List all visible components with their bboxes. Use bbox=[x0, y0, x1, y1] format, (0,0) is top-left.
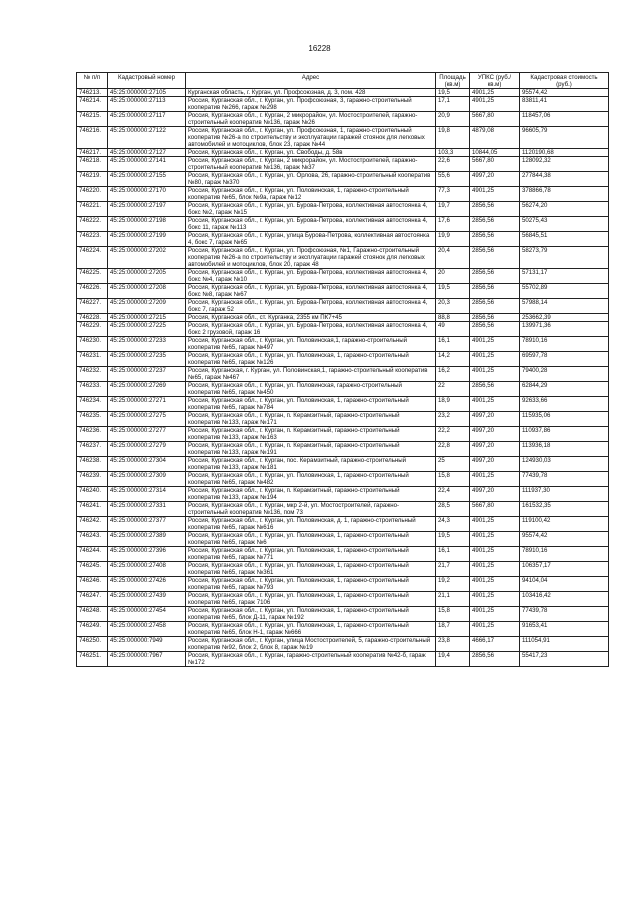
cadastral-number-cell: 45:25:000000:27389 bbox=[108, 532, 186, 547]
area-cell: 22,6 bbox=[436, 157, 470, 172]
upks-cell: 2856,56 bbox=[470, 314, 520, 322]
table-row bbox=[77, 367, 609, 382]
address-cell: Россия, Курганская обл., г. Курган, ул. Орлова, 26, гаражно-строительный кооператив №80, гараж №370 bbox=[186, 172, 436, 187]
area-cell: 49 bbox=[436, 322, 470, 337]
upks-cell: 2856,56 bbox=[470, 382, 520, 397]
table-row bbox=[77, 269, 609, 284]
table-row bbox=[77, 577, 609, 592]
cadastral-cost-cell: 95574,42 bbox=[520, 89, 609, 97]
row-number-cell: 746215. bbox=[77, 112, 108, 127]
row-number-cell: 746232. bbox=[77, 367, 108, 382]
upks-cell: 4997,20 bbox=[470, 442, 520, 457]
cadastral-cost-cell: 253662,39 bbox=[520, 314, 609, 322]
upks-cell: 4901,25 bbox=[470, 532, 520, 547]
cadastral-cost-cell: 161532,35 bbox=[520, 502, 609, 517]
table-row bbox=[77, 502, 609, 517]
area-cell: 23,8 bbox=[436, 637, 470, 652]
address-cell: Россия, Курганская обл., г. Курган, п. Керамзитный, гаражно-строительный кооператив №133, гараж №194 bbox=[186, 487, 436, 502]
address-cell: Россия, Курганская обл., г. Курган, пос. Керамзитный, гаражно-строительный кооператив №133, гараж №181 bbox=[186, 457, 436, 472]
area-cell: 16,1 bbox=[436, 337, 470, 352]
area-cell: 15,8 bbox=[436, 472, 470, 487]
address-cell: Россия, Курганская обл., г. Курган, гаражно-строительный кооператив №42-б, гараж №172 bbox=[186, 652, 436, 667]
area-cell: 25 bbox=[436, 457, 470, 472]
cadastral-number-cell: 45:25:000000:27439 bbox=[108, 592, 186, 607]
cadastral-cost-cell: 106357,17 bbox=[520, 562, 609, 577]
cadastral-number-cell: 45:25:000000:27271 bbox=[108, 397, 186, 412]
cadastral-number-cell: 45:25:000000:27209 bbox=[108, 299, 186, 314]
address-cell: Курганская область, г. Курган, ул. Профсоюзная, д. 3, пом. 428 bbox=[186, 89, 436, 97]
upks-cell: 4666,17 bbox=[470, 637, 520, 652]
address-cell: Россия, Курганская обл., г. Курган, 2 микрорайон, ул. Мостостроителей, гаражно-строительный кооператив №136, гараж №26 bbox=[186, 112, 436, 127]
area-cell: 20,4 bbox=[436, 247, 470, 269]
cadastral-cost-cell: 55702,89 bbox=[520, 284, 609, 299]
upks-cell: 4997,20 bbox=[470, 427, 520, 442]
upks-cell: 2856,56 bbox=[470, 247, 520, 269]
upks-cell: 2856,56 bbox=[470, 322, 520, 337]
cadastral-number-cell: 45:25:000000:27170 bbox=[108, 187, 186, 202]
cadastral-number-cell: 45:25:000000:27275 bbox=[108, 412, 186, 427]
area-cell: 22 bbox=[436, 382, 470, 397]
cadastral-cost-cell: 55417,23 bbox=[520, 652, 609, 667]
header-cadastral-number: Кадастровый номер bbox=[108, 73, 186, 89]
address-cell: Россия, Курганская обл., г. Курган, ул. Половинская, д. 1, гаражно-строительный кооператив №65, гараж №616 bbox=[186, 517, 436, 532]
address-cell: Россия, Курганская обл., г. Курган, ул. Бурова-Петрова, коллективная автостоянка 4, бокс №4, гараж №10 bbox=[186, 269, 436, 284]
row-number-cell: 746248. bbox=[77, 607, 108, 622]
cadastral-number-cell: 45:25:000000:27426 bbox=[108, 577, 186, 592]
upks-cell: 4997,20 bbox=[470, 457, 520, 472]
row-number-cell: 746249. bbox=[77, 622, 108, 637]
row-number-cell: 746222. bbox=[77, 217, 108, 232]
table-row bbox=[77, 412, 609, 427]
row-number-cell: 746214. bbox=[77, 97, 108, 112]
cadastral-cost-cell: 50275,43 bbox=[520, 217, 609, 232]
address-cell: Россия, Курганская обл., г. Курган, ул. Половинская, 1, гаражно-строительный кооператив №65, блок №9а, гараж №12 bbox=[186, 187, 436, 202]
table-row bbox=[77, 652, 609, 667]
area-cell: 16,1 bbox=[436, 547, 470, 562]
upks-cell: 2856,56 bbox=[470, 284, 520, 299]
row-number-cell: 746246. bbox=[77, 577, 108, 592]
upks-cell: 4901,25 bbox=[470, 622, 520, 637]
row-number-cell: 746225. bbox=[77, 269, 108, 284]
cadastral-number-cell: 45:25:000000:27233 bbox=[108, 337, 186, 352]
area-cell: 20,9 bbox=[436, 112, 470, 127]
cadastral-cost-cell: 124930,03 bbox=[520, 457, 609, 472]
row-number-cell: 746224. bbox=[77, 247, 108, 269]
upks-cell: 4901,25 bbox=[470, 607, 520, 622]
address-cell: Россия, Курганская обл., г. Курган, ул. Бурова-Петрова, коллективная автостоянка 4, бокс №8, гараж №67 bbox=[186, 284, 436, 299]
area-cell: 17,6 bbox=[436, 217, 470, 232]
row-number-cell: 746237. bbox=[77, 442, 108, 457]
row-number-cell: 746239. bbox=[77, 472, 108, 487]
cadastral-number-cell: 45:25:000000:27454 bbox=[108, 607, 186, 622]
row-number-cell: 746240. bbox=[77, 487, 108, 502]
row-number-cell: 746226. bbox=[77, 284, 108, 299]
cadastral-number-cell: 45:25:000000:27127 bbox=[108, 149, 186, 157]
row-number-cell: 746227. bbox=[77, 299, 108, 314]
cadastral-number-cell: 45:25:000000:27279 bbox=[108, 442, 186, 457]
cadastral-number-cell: 45:25:000000:27304 bbox=[108, 457, 186, 472]
header-address: Адрес bbox=[186, 73, 436, 89]
cadastral-cost-cell: 111937,30 bbox=[520, 487, 609, 502]
area-cell: 19,2 bbox=[436, 577, 470, 592]
cadastral-cost-cell: 77439,78 bbox=[520, 607, 609, 622]
cadastral-number-cell: 45:25:000000:27155 bbox=[108, 172, 186, 187]
table-row bbox=[77, 487, 609, 502]
row-number-cell: 746229. bbox=[77, 322, 108, 337]
cadastral-cost-cell: 378866,78 bbox=[520, 187, 609, 202]
cadastral-cost-cell: 128092,32 bbox=[520, 157, 609, 172]
area-cell: 23,2 bbox=[436, 412, 470, 427]
page-number: 16228 bbox=[308, 44, 331, 53]
row-number-cell: 746217. bbox=[77, 149, 108, 157]
table-row bbox=[77, 457, 609, 472]
cadastral-cost-cell: 56845,51 bbox=[520, 232, 609, 247]
upks-cell: 4901,25 bbox=[470, 187, 520, 202]
cadastral-number-cell: 45:25:000000:27458 bbox=[108, 622, 186, 637]
cadastral-number-cell: 45:25:000000:27396 bbox=[108, 547, 186, 562]
table-row bbox=[77, 157, 609, 172]
row-number-cell: 746251. bbox=[77, 652, 108, 667]
table-row bbox=[77, 217, 609, 232]
cadastral-number-cell: 45:25:000000:7967 bbox=[108, 652, 186, 667]
table-row bbox=[77, 547, 609, 562]
upks-cell: 4901,25 bbox=[470, 97, 520, 112]
address-cell: Россия, Курганская обл., г. Курган, ул. Половинская, 1, гаражно-строительный кооператив №65, гараж №482 bbox=[186, 472, 436, 487]
cadastral-cost-cell: 94104,04 bbox=[520, 577, 609, 592]
area-cell: 22,8 bbox=[436, 442, 470, 457]
upks-cell: 5667,80 bbox=[470, 502, 520, 517]
row-number-cell: 746247. bbox=[77, 592, 108, 607]
cadastral-cost-cell: 77439,78 bbox=[520, 472, 609, 487]
address-cell: Россия, Курганская обл., г. Курган, улица Мостостроителей, 5, гаражно-строительный кооператив №92, блок 2, блок 8, гараж №19 bbox=[186, 637, 436, 652]
cadastral-number-cell: 45:25:000000:27377 bbox=[108, 517, 186, 532]
area-cell: 19,5 bbox=[436, 532, 470, 547]
table-row bbox=[77, 112, 609, 127]
address-cell: Россия, Курганская обл., г. Курган, ул. Половинская, 1, гаражно-строительный кооператив №65, блок Н-1, гараж №666 bbox=[186, 622, 436, 637]
table-row bbox=[77, 472, 609, 487]
cadastral-cost-cell: 139971,36 bbox=[520, 322, 609, 337]
address-cell: Россия, Курганская обл., г. Курган, ул. Бурова-Петрова, коллективная автостоянка 4, бокс 2 грузовой, гараж 16 bbox=[186, 322, 436, 337]
cadastral-cost-cell: 62844,29 bbox=[520, 382, 609, 397]
cadastral-cost-cell: 95574,42 bbox=[520, 532, 609, 547]
address-cell: Россия, Курганская обл., г. Курган, ул. Бурова-Петрова, коллективная автостоянка 4, бокс 7, гараж 52 bbox=[186, 299, 436, 314]
row-number-cell: 746221. bbox=[77, 202, 108, 217]
table-row bbox=[77, 592, 609, 607]
area-cell: 21,1 bbox=[436, 592, 470, 607]
area-cell: 18,9 bbox=[436, 397, 470, 412]
area-cell: 77,3 bbox=[436, 187, 470, 202]
table-row bbox=[77, 382, 609, 397]
cadastral-cost-cell: 91653,41 bbox=[520, 622, 609, 637]
cadastral-cost-cell: 69597,78 bbox=[520, 352, 609, 367]
cadastral-cost-cell: 118457,06 bbox=[520, 112, 609, 127]
area-cell: 19,8 bbox=[436, 127, 470, 149]
table-row bbox=[77, 299, 609, 314]
table-row bbox=[77, 622, 609, 637]
cadastral-cost-cell: 57988,14 bbox=[520, 299, 609, 314]
upks-cell: 4901,25 bbox=[470, 577, 520, 592]
cadastral-number-cell: 45:25:000000:27117 bbox=[108, 112, 186, 127]
cadastral-cost-cell: 111054,91 bbox=[520, 637, 609, 652]
table-row bbox=[77, 127, 609, 149]
cadastral-number-cell: 45:25:000000:27215 bbox=[108, 314, 186, 322]
cadastral-cost-cell: 79400,28 bbox=[520, 367, 609, 382]
address-cell: Россия, Курганская обл., г. Курган, ул. Половинская, 1, гаражно-строительный кооператив №65, блок Д-11, гараж №192 bbox=[186, 607, 436, 622]
area-cell: 20 bbox=[436, 269, 470, 284]
row-number-cell: 746220. bbox=[77, 187, 108, 202]
upks-cell: 4879,08 bbox=[470, 127, 520, 149]
cadastral-number-cell: 45:25:000000:27205 bbox=[108, 269, 186, 284]
header-area: Площадь (кв.м) bbox=[436, 73, 470, 89]
cadastral-number-cell: 45:25:000000:27269 bbox=[108, 382, 186, 397]
cadastral-number-cell: 45:25:000000:27408 bbox=[108, 562, 186, 577]
area-cell: 18,7 bbox=[436, 622, 470, 637]
table-row bbox=[77, 247, 609, 269]
cadastral-cost-cell: 119100,42 bbox=[520, 517, 609, 532]
cadastral-number-cell: 45:25:000000:27235 bbox=[108, 352, 186, 367]
area-cell: 22,2 bbox=[436, 427, 470, 442]
cadastral-cost-cell: 92633,66 bbox=[520, 397, 609, 412]
address-cell: Россия, Курганская обл., г. Курган, ул. Профсоюзная, 1, гаражно-строительный кооператив №26-а по строительству и эксплуатации гаражей стоянок для легковых автомобилей и мотоциклов, блок 23, гараж №44 bbox=[186, 127, 436, 149]
area-cell: 16,2 bbox=[436, 367, 470, 382]
cadastral-cost-cell: 113936,18 bbox=[520, 442, 609, 457]
upks-cell: 4901,25 bbox=[470, 367, 520, 382]
cadastral-number-cell: 45:25:000000:7949 bbox=[108, 637, 186, 652]
row-number-cell: 746235. bbox=[77, 412, 108, 427]
upks-cell: 4901,25 bbox=[470, 547, 520, 562]
row-number-cell: 746238. bbox=[77, 457, 108, 472]
table-row bbox=[77, 427, 609, 442]
cadastral-cost-cell: 83811,41 bbox=[520, 97, 609, 112]
address-cell: Россия, Курганская обл., г. Курган, ул. Половинская, 1, гаражно-строительный кооператив №65, гараж №793 bbox=[186, 577, 436, 592]
table-row bbox=[77, 442, 609, 457]
cadastral-number-cell: 45:25:000000:27113 bbox=[108, 97, 186, 112]
upks-cell: 2856,56 bbox=[470, 299, 520, 314]
address-cell: Россия, Курганская обл., г. Курган, ул. Половинская, 1, гаражно-строительный кооператив №65, гараж 7106 bbox=[186, 592, 436, 607]
cadastral-cost-cell: 1120190,68 bbox=[520, 149, 609, 157]
row-number-cell: 746242. bbox=[77, 517, 108, 532]
address-cell: Россия, Курганская, г. Курган, ул. Половинская,1, гаражно-строительный кооператив №65, гараж №467 bbox=[186, 367, 436, 382]
upks-cell: 4901,25 bbox=[470, 397, 520, 412]
upks-cell: 5667,80 bbox=[470, 112, 520, 127]
address-cell: Россия, Курганская обл., г. Курган, ул. Свободы, д. 58в bbox=[186, 149, 436, 157]
row-number-cell: 746213. bbox=[77, 89, 108, 97]
header-upks: УПКС (руб./кв.м) bbox=[470, 73, 520, 89]
address-cell: Россия, Курганская обл., г. Курган, ул. Бурова-Петрова, коллективная автостоянка 4, бокс №2, гараж №15 bbox=[186, 202, 436, 217]
cadastral-number-cell: 45:25:000000:27208 bbox=[108, 284, 186, 299]
address-cell: Россия, Курганская обл., г. Курган, ул. Половинская, 1, гаражно-строительный кооператив №65, гараж №6 bbox=[186, 532, 436, 547]
address-cell: Россия, Курганская обл., г. Курган, ул. Половинская, 1, гаражно-строительный кооператив №65, гараж №361 bbox=[186, 562, 436, 577]
table-row bbox=[77, 352, 609, 367]
area-cell: 88,8 bbox=[436, 314, 470, 322]
upks-cell: 4901,25 bbox=[470, 472, 520, 487]
upks-cell: 2856,56 bbox=[470, 232, 520, 247]
cadastral-number-cell: 45:25:000000:27197 bbox=[108, 202, 186, 217]
area-cell: 19,5 bbox=[436, 89, 470, 97]
header-number: № п/п bbox=[77, 73, 108, 89]
cadastral-number-cell: 45:25:000000:27309 bbox=[108, 472, 186, 487]
table-row bbox=[77, 532, 609, 547]
upks-cell: 4901,25 bbox=[470, 562, 520, 577]
table-row bbox=[77, 284, 609, 299]
area-cell: 19,5 bbox=[436, 284, 470, 299]
row-number-cell: 746245. bbox=[77, 562, 108, 577]
address-cell: Россия, Курганская обл., г. Курган, улица Бурова-Петрова, коллективная автостоянка 4, бокс 7, гараж №65 bbox=[186, 232, 436, 247]
cadastral-number-cell: 45:25:000000:27199 bbox=[108, 232, 186, 247]
cadastral-number-cell: 45:25:000000:27202 bbox=[108, 247, 186, 269]
cadastral-cost-cell: 110937,86 bbox=[520, 427, 609, 442]
area-cell: 19,7 bbox=[436, 202, 470, 217]
cadastral-number-cell: 45:25:000000:27314 bbox=[108, 487, 186, 502]
area-cell: 21,7 bbox=[436, 562, 470, 577]
address-cell: Россия, Курганская обл., г. Курган, ул. Профсоюзная, №1, Гаражно-строительный кооператив №26-а по строительству и эксплуатации гаражей стоянок для легковых автомобилей и мотоциклов, блок 20, гараж 48 bbox=[186, 247, 436, 269]
area-cell: 14,2 bbox=[436, 352, 470, 367]
address-cell: Россия, Курганская обл., г. Курган, ул. Половинская, 1, гаражно-строительный кооператив №65, гараж №771 bbox=[186, 547, 436, 562]
area-cell: 19,4 bbox=[436, 652, 470, 667]
address-cell: Россия, Курганская обл., г. Курган, п. Керамзитный, гаражно-строительный кооператив №133, гараж №171 bbox=[186, 412, 436, 427]
row-number-cell: 746243. bbox=[77, 532, 108, 547]
row-number-cell: 746233. bbox=[77, 382, 108, 397]
upks-cell: 2856,56 bbox=[470, 269, 520, 284]
cadastral-cost-cell: 78910,16 bbox=[520, 337, 609, 352]
upks-cell: 4901,25 bbox=[470, 337, 520, 352]
address-cell: Россия, Курганская обл., г. Курган, мкр 2-й, ул. Мостостроителей, гаражно-строительный кооператив №136, пом 73 bbox=[186, 502, 436, 517]
row-number-cell: 746218. bbox=[77, 157, 108, 172]
upks-cell: 4901,25 bbox=[470, 517, 520, 532]
area-cell: 22,4 bbox=[436, 487, 470, 502]
address-cell: Россия, Курганская обл., г. Курган, ул. Половинская, 1, гаражно-строительный кооператив №65, гараж №784 bbox=[186, 397, 436, 412]
upks-cell: 2856,56 bbox=[470, 652, 520, 667]
area-cell: 55,6 bbox=[436, 172, 470, 187]
cadastral-cost-cell: 58273,79 bbox=[520, 247, 609, 269]
cadastral-number-cell: 45:25:000000:27141 bbox=[108, 157, 186, 172]
upks-cell: 4901,25 bbox=[470, 592, 520, 607]
cadastral-number-cell: 45:25:000000:27198 bbox=[108, 217, 186, 232]
upks-cell: 5667,80 bbox=[470, 157, 520, 172]
upks-cell: 4997,20 bbox=[470, 172, 520, 187]
row-number-cell: 746230. bbox=[77, 337, 108, 352]
cadastral-cost-cell: 78910,16 bbox=[520, 547, 609, 562]
table-row bbox=[77, 187, 609, 202]
table-row bbox=[77, 637, 609, 652]
table-row bbox=[77, 607, 609, 622]
area-cell: 20,3 bbox=[436, 299, 470, 314]
cadastral-number-cell: 45:25:000000:27237 bbox=[108, 367, 186, 382]
row-number-cell: 746250. bbox=[77, 637, 108, 652]
table-row bbox=[77, 322, 609, 337]
address-cell: Россия, Курганская обл., ст. Курганка, 2355 км ПК7+45 bbox=[186, 314, 436, 322]
address-cell: Россия, Курганская обл., г. Курган, ул. Половинская, 1, гаражно-строительный кооператив №65, гараж №126 bbox=[186, 352, 436, 367]
cadastral-cost-cell: 277844,38 bbox=[520, 172, 609, 187]
cadastral-cost-cell: 115935,06 bbox=[520, 412, 609, 427]
row-number-cell: 746234. bbox=[77, 397, 108, 412]
address-cell: Россия, Курганская обл., г. Курган, п. Керамзитный, гаражно-строительный кооператив №133, гараж №191 bbox=[186, 442, 436, 457]
upks-cell: 4997,20 bbox=[470, 412, 520, 427]
area-cell: 17,1 bbox=[436, 97, 470, 112]
address-cell: Россия, Курганская обл., г. Курган, ул. Бурова-Петрова, коллективная автостоянка 4, бокс 11, гараж №113 bbox=[186, 217, 436, 232]
upks-cell: 4901,25 bbox=[470, 89, 520, 97]
row-number-cell: 746231. bbox=[77, 352, 108, 367]
row-number-cell: 746244. bbox=[77, 547, 108, 562]
upks-cell: 4901,25 bbox=[470, 352, 520, 367]
cadastral-cost-cell: 57131,17 bbox=[520, 269, 609, 284]
address-cell: Россия, Курганская обл., г. Курган, 2 микрорайон, ул. Мостостроителей, гаражно-строительный кооператив №136, гараж №37 bbox=[186, 157, 436, 172]
cadastral-cost-cell: 103416,42 bbox=[520, 592, 609, 607]
table-row bbox=[77, 337, 609, 352]
area-cell: 15,8 bbox=[436, 607, 470, 622]
address-cell: Россия, Курганская обл., г. Курган, ул. Половинская, гаражно-строительный кооператив №65, гараж №450 bbox=[186, 382, 436, 397]
upks-cell: 10844,05 bbox=[470, 149, 520, 157]
cadastral-cost-cell: 56274,20 bbox=[520, 202, 609, 217]
table-row bbox=[77, 97, 609, 112]
row-number-cell: 746223. bbox=[77, 232, 108, 247]
header-cadastral-cost: Кадастровая стоимость (руб.) bbox=[520, 73, 609, 89]
row-number-cell: 746219. bbox=[77, 172, 108, 187]
row-number-cell: 746216. bbox=[77, 127, 108, 149]
upks-cell: 4997,20 bbox=[470, 487, 520, 502]
address-cell: Россия, Курганская обл., г. Курган, ул. Профсоюзная, 3, гаражно-строительный кооператив №266, гараж №298 bbox=[186, 97, 436, 112]
cadastral-number-cell: 45:25:000000:27225 bbox=[108, 322, 186, 337]
table-row bbox=[77, 172, 609, 187]
table-row bbox=[77, 149, 609, 157]
cadastral-cost-cell: 96605,79 bbox=[520, 127, 609, 149]
cadastral-number-cell: 45:25:000000:27122 bbox=[108, 127, 186, 149]
table-row bbox=[77, 202, 609, 217]
row-number-cell: 746228. bbox=[77, 314, 108, 322]
cadastral-number-cell: 45:25:000000:27277 bbox=[108, 427, 186, 442]
table-row bbox=[77, 517, 609, 532]
address-cell: Россия, Курганская обл., г. Курган, п. Керамзитный, гаражно-строительный кооператив №133, гараж №163 bbox=[186, 427, 436, 442]
area-cell: 103,3 bbox=[436, 149, 470, 157]
table-row bbox=[77, 232, 609, 247]
cadastral-table bbox=[76, 72, 609, 667]
row-number-cell: 746241. bbox=[77, 502, 108, 517]
area-cell: 24,3 bbox=[436, 517, 470, 532]
table-header-row bbox=[77, 73, 609, 89]
table-row bbox=[77, 89, 609, 97]
cadastral-number-cell: 45:25:000000:27331 bbox=[108, 502, 186, 517]
table-row bbox=[77, 397, 609, 412]
cadastral-number-cell: 45:25:000000:27105 bbox=[108, 89, 186, 97]
table-row bbox=[77, 562, 609, 577]
area-cell: 28,5 bbox=[436, 502, 470, 517]
table-row bbox=[77, 314, 609, 322]
upks-cell: 2856,56 bbox=[470, 217, 520, 232]
upks-cell: 2856,56 bbox=[470, 202, 520, 217]
address-cell: Россия, Курганская обл., г. Курган, ул. Половинская,1, гаражно-строительный кооператив №65, гараж №497 bbox=[186, 337, 436, 352]
row-number-cell: 746236. bbox=[77, 427, 108, 442]
area-cell: 19,9 bbox=[436, 232, 470, 247]
